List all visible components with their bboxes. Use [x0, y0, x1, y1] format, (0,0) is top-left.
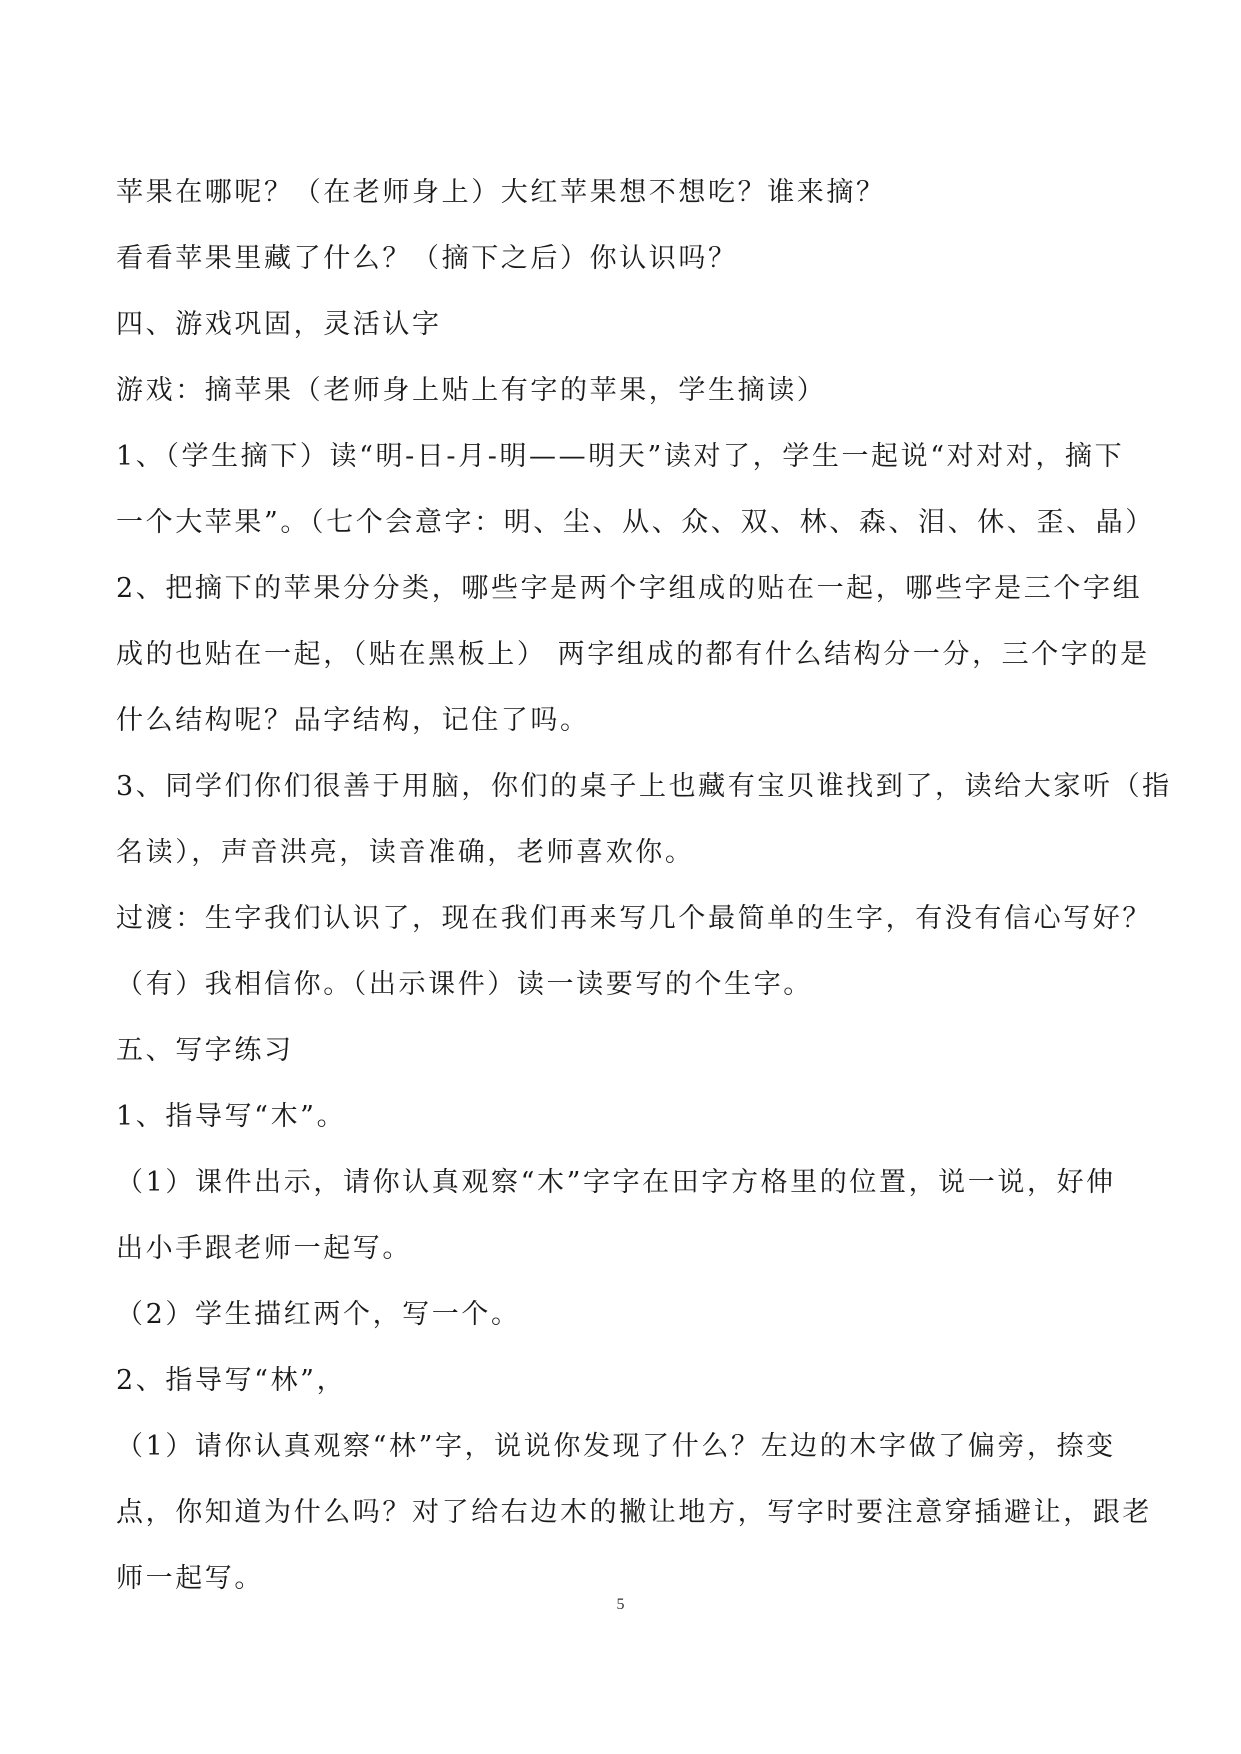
text-line: 一个大苹果”。（七个会意字：明、尘、从、众、双、林、森、泪、休、歪、晶） [116, 507, 1155, 538]
text-line: 成的也贴在一起，（贴在黑板上） 两字组成的都有什么结构分一分，三个字的是 [116, 639, 1150, 670]
text-line: （2）学生描红两个，写一个。 [116, 1299, 521, 1330]
text-line: 苹果在哪呢？（在老师身上）大红苹果想不想吃？谁来摘？ [116, 177, 886, 208]
text-line: 过渡：生字我们认识了，现在我们再来写几个最简单的生字，有没有信心写好？ [116, 903, 1152, 934]
text-line: 1、指导写“木”。 [116, 1101, 347, 1132]
text-line: 3、同学们你们很善于用脑，你们的桌子上也藏有宝贝谁找到了，读给大家听（指 [116, 771, 1172, 802]
text-line: 2、指导写“林”， [116, 1365, 347, 1396]
text-line: 1、（学生摘下）读“明-日-月-明——明天”读对了，学生一起说“对对对，摘下 [116, 441, 1125, 472]
document-body [116, 160, 1172, 1612]
text-line: 师一起写。 [116, 1563, 264, 1594]
text-line: 出小手跟老师一起写。 [116, 1233, 412, 1264]
text-line: 什么结构呢？品字结构，记住了吗。 [116, 705, 590, 736]
text-line: （1）课件出示，请你认真观察“木”字字在田字方格里的位置，说一说，好伸 [116, 1167, 1116, 1198]
text-line: 2、把摘下的苹果分分类，哪些字是两个字组成的贴在一起，哪些字是三个字组 [116, 573, 1143, 604]
text-line: （有）我相信你。（出示课件）读一读要写的个生字。 [116, 969, 813, 1000]
section-heading: 五、写字练习 [116, 1035, 294, 1066]
section-heading: 四、游戏巩固，灵活认字 [116, 309, 442, 340]
text-line: 看看苹果里藏了什么？（摘下之后）你认识吗？ [116, 243, 738, 274]
text-line: （1）请你认真观察“林”字，说说你发现了什么？左边的木字做了偏旁，捺变 [116, 1431, 1116, 1462]
text-line: 点，你知道为什么吗？对了给右边木的撇让地方，写字时要注意穿插避让，跟老 [116, 1497, 1152, 1528]
text-line: 名读），声音洪亮，读音准确，老师喜欢你。 [116, 837, 695, 868]
page-number: 5 [616, 1596, 625, 1613]
text-line: 游戏：摘苹果（老师身上贴上有字的苹果，学生摘读） [116, 375, 827, 406]
